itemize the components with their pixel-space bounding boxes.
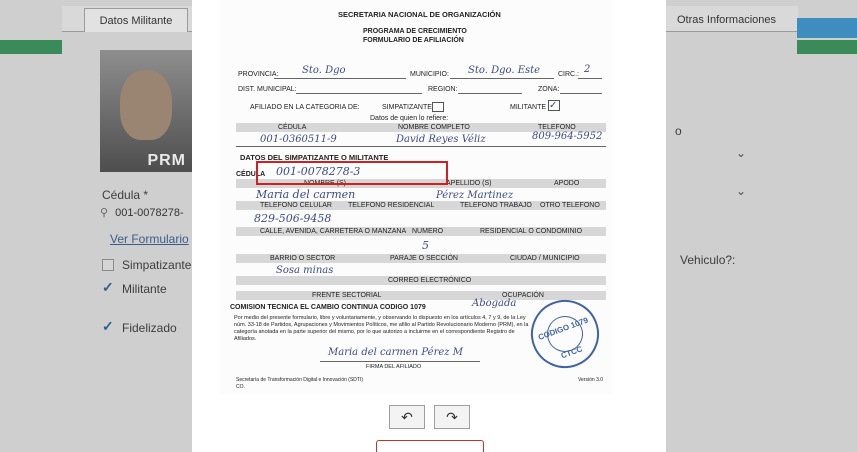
firma-label: FIRMA DEL AFILIADO [366, 364, 422, 370]
nombres-value: Maria del carmen [256, 188, 356, 201]
apellido-hdr: APELLIDO (S) [446, 180, 492, 187]
chevron-down-icon[interactable]: ⌄ [736, 184, 747, 198]
region-label: REGION: [428, 86, 458, 93]
otro-tel-hdr: OTRO TELEFONO [540, 202, 600, 209]
municipio-label: MUNICIPIO: [410, 71, 449, 78]
dist-label: DIST. MUNICIPAL: [238, 86, 297, 93]
section-title: DATOS DEL SIMPATIZANTE O MILITANTE [240, 153, 389, 162]
apodo-hdr: APODO [554, 180, 580, 187]
frente-hdr: FRENTE SECTORIAL [312, 292, 382, 299]
cedula-label: Cédula * [102, 188, 149, 202]
chevron-down-icon[interactable]: ⌄ [736, 146, 747, 160]
ref-cedula-hdr: CÉDULA [278, 124, 307, 131]
ciudad-hdr: CIUDAD / MUNICIPIO [510, 255, 580, 262]
right-blue-button[interactable] [797, 18, 857, 38]
form-program: PROGRAMA DE CRECIMIENTO [363, 28, 467, 35]
categoria-label: AFILIADO EN LA CATEGORIA DE: [250, 104, 360, 111]
left-accent-bar [0, 40, 62, 54]
circ-label: CIRC.: [558, 71, 579, 78]
tel-cel-value: 829-506-9458 [254, 212, 332, 225]
nombres-hdr: NOMBRE (S) [304, 180, 346, 187]
legal-line-4: Afiliados. [234, 336, 257, 342]
ref-nombre: David Reyes Véliz [396, 134, 486, 145]
face-shape [120, 70, 172, 140]
numero-value: 5 [422, 239, 429, 252]
right-accent-bar [797, 40, 857, 54]
circ-value: 2 [584, 64, 591, 75]
cedula-value: 001-0078278- [115, 207, 184, 219]
militante-option: MILITANTE [510, 104, 547, 111]
redo-arrow-icon: ↷ [446, 409, 458, 425]
tel-res-hdr: TELEFONO RESIDENCIAL [348, 202, 435, 209]
barrio-hdr: BARRIO O SECTOR [270, 255, 336, 262]
footer-sdti: Secretaría de Transformación Digital e Innovación (SDTI) [236, 377, 363, 383]
militante-label: Militante [122, 282, 167, 296]
footer-co: CO. [236, 384, 245, 390]
ocupacion-value: Abogada [472, 298, 517, 309]
provincia-label: PROVINCIA: [238, 71, 279, 78]
stamp-bottom: CTCC [559, 344, 584, 361]
signature: Maria del carmen Pérez M [328, 347, 463, 358]
version-text: Versión 3.0 [578, 377, 604, 383]
cedula-input[interactable] [100, 206, 192, 226]
form-viewer-modal [192, 0, 666, 452]
simpatizante-option: SIMPATIZANTE [382, 104, 432, 111]
fidelizado-label: Fidelizado [122, 321, 177, 335]
legal-line-1: Por medio del presente formulario, libre y voluntariamente, y observando lo dispuesto en los artículos 4, 7 y 9, de la Ley [234, 315, 526, 321]
stamp-text: CODIGO 1079 [536, 315, 590, 343]
cedula-form-label: CÉDULA [236, 171, 266, 178]
tab-datos-militante[interactable]: Datos Militante [84, 8, 188, 32]
refiere-label: Datos de quien lo refiere: [370, 115, 449, 122]
residencial-hdr: RESIDENCIAL O CONDOMINIO [480, 228, 583, 235]
photo-brand: PRM [147, 152, 186, 169]
militante-box-check-icon: ✓ [548, 100, 560, 111]
militante-photo [100, 50, 192, 172]
vehiculo-label: Vehiculo?: [680, 253, 736, 267]
zona-label: ZONA: [538, 86, 560, 93]
form-org: SECRETARIA NACIONAL DE ORGANIZACIÓN [338, 10, 501, 19]
tel-trab-hdr: TELEFONO TRABAJO [460, 202, 532, 209]
rotate-left-button[interactable] [389, 405, 425, 429]
fidelizado-check-icon[interactable]: ✓ [102, 318, 114, 334]
search-icon: ⚲ [100, 207, 109, 219]
close-button[interactable] [376, 440, 484, 452]
simpatizante-label: Simpatizante [122, 258, 192, 272]
tab-otras-informaciones[interactable]: Otras Informaciones [676, 14, 776, 26]
seccion-hdr: PARAJE O SECCIÓN [390, 255, 458, 262]
cedula-form-value: 001-0078278-3 [276, 165, 361, 178]
comision-text: COMISION TECNICA EL CAMBIO CONTINUA CODIGO 1079 [230, 304, 426, 311]
simpatizante-box [432, 102, 444, 112]
ref-telefono-hdr: TELEFONO [538, 124, 576, 131]
legal-line-2: núm. 33-18 de Partidos, Agrupaciones y Movimientos Políticos, me afilio al Partido Revolucionario Moderno (PRM), en la [234, 322, 529, 328]
ver-formulario-link[interactable]: Ver Formulario [110, 232, 189, 246]
ref-nombre-hdr: NOMBRE COMPLETO [398, 124, 470, 131]
provincia-value: Sto. Dgo [302, 65, 346, 76]
ocupacion-hdr: OCUPACIÓN [502, 292, 544, 299]
municipio-value: Sto. Dgo. Este [468, 65, 541, 76]
calle-hdr: CALLE, AVENIDA, CARRETERA O MANZANA [260, 228, 407, 235]
militante-check-icon[interactable]: ✓ [102, 279, 114, 295]
ref-cedula: 001-0360511-9 [260, 134, 337, 145]
simpatizante-checkbox[interactable] [102, 259, 114, 271]
ref-telefono: 809-964-5952 [532, 131, 603, 142]
correo-hdr: CORREO ELECTRÓNICO [388, 277, 472, 284]
form-title: FORMULARIO DE AFILIACIÓN [363, 37, 464, 44]
undo-arrow-icon: ↶ [401, 409, 413, 425]
apellidos-value: Pérez Martinez [436, 190, 514, 201]
legal-line-3: categoría anotada en la parte superior del mismo, por lo que autorizo a incluirme en el correspondiente Registro de [234, 329, 515, 335]
barrio-value: Sosa minas [276, 265, 334, 276]
numero-hdr: NUMERO [412, 228, 444, 235]
rotate-right-button[interactable] [434, 405, 470, 429]
cedula-highlight-box [256, 161, 448, 185]
tel-cel-hdr: TELEFONO CELULAR [260, 202, 332, 209]
right-field-label: o [675, 124, 682, 138]
